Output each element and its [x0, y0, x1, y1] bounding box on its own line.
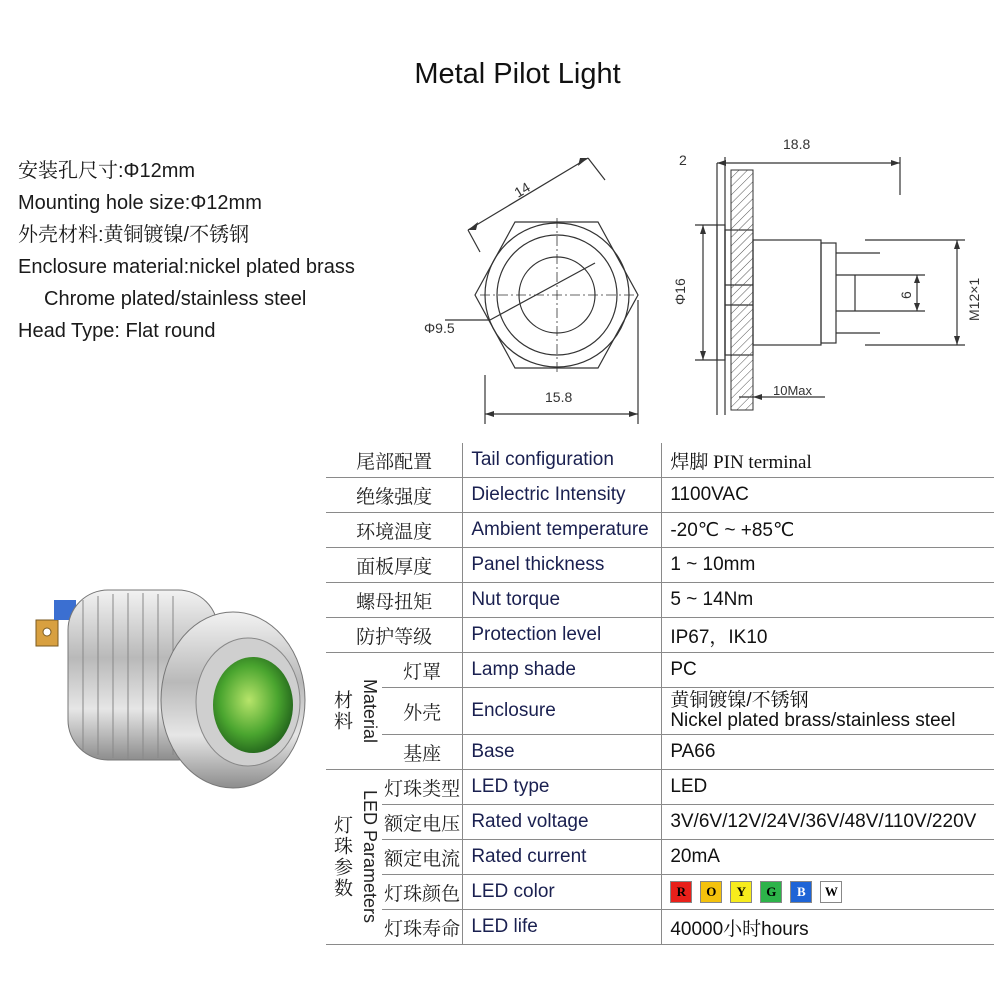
- row-label-en: Dielectric Intensity: [463, 478, 662, 513]
- row-label-zh: 基座: [382, 735, 463, 770]
- led-color-swatch: B: [790, 881, 812, 903]
- side-view-drawing: [665, 125, 985, 425]
- row-value: [662, 688, 994, 735]
- table-row: [326, 735, 994, 770]
- row-value: PC: [662, 653, 994, 688]
- flange-outline: [717, 225, 725, 360]
- row-label-en: Enclosure: [463, 688, 662, 735]
- material-group-label-en: Material: [360, 678, 380, 744]
- row-label-en: Rated voltage: [463, 805, 662, 840]
- value-zh: 黄铜镀镍/不锈钢: [670, 690, 809, 711]
- panel-section: [731, 170, 753, 410]
- row-label-zh: 额定电压: [382, 805, 463, 840]
- table-row: [326, 840, 994, 875]
- leader-line: [490, 263, 595, 320]
- row-label-zh: 灯珠颜色: [382, 875, 463, 910]
- green-lens: [213, 657, 293, 753]
- dim-thread-label: M12×1: [966, 277, 982, 321]
- table-row: [326, 770, 994, 805]
- row-label-en: LED color: [463, 875, 662, 910]
- row-label-zh: 绝缘强度: [326, 478, 463, 513]
- row-value: 40000小时hours: [662, 910, 994, 945]
- dim-width-label: 14: [511, 178, 533, 201]
- row-value: 1100VAC: [662, 478, 994, 513]
- spec-mounting-en: Mounting hole size:Φ12mm: [18, 192, 262, 214]
- front-view-drawing: [420, 140, 650, 440]
- spec-list: [18, 155, 355, 347]
- spec-material-en: Enclosure material:nickel plated brass: [18, 256, 355, 278]
- row-value: IP67，IK10: [662, 618, 994, 653]
- row-label-zh: 灯珠类型: [382, 770, 463, 805]
- row-label-zh: 灯罩: [382, 653, 463, 688]
- row-value: 5 ~ 14Nm: [662, 583, 994, 618]
- row-label-en: Lamp shade: [463, 653, 662, 688]
- row-value: [662, 875, 994, 910]
- led-color-swatch: Y: [730, 881, 752, 903]
- row-value: -20℃ ~ +85℃: [662, 513, 994, 548]
- row-label-zh: 螺母扭矩: [326, 583, 463, 618]
- row-value: PA66: [662, 735, 994, 770]
- led-color-swatch: O: [700, 881, 722, 903]
- row-value: 20mA: [662, 840, 994, 875]
- row-label-zh: 灯珠寿命: [382, 910, 463, 945]
- table-row: [326, 805, 994, 840]
- row-label-zh: 尾部配置: [326, 443, 463, 478]
- table-row: [326, 910, 994, 945]
- row-value: LED: [662, 770, 994, 805]
- material-group-label-zh: 材料: [331, 690, 352, 732]
- row-label-en: LED life: [463, 910, 662, 945]
- table-row: [326, 618, 994, 653]
- page-title: Metal Pilot Light: [414, 58, 621, 90]
- led-color-swatch: W: [820, 881, 842, 903]
- table-row: [326, 548, 994, 583]
- row-label-zh: 面板厚度: [326, 548, 463, 583]
- row-value: 1 ~ 10mm: [662, 548, 994, 583]
- spec-material-zh: 外壳材料:黄铜镀镍/不锈钢: [18, 224, 250, 246]
- led-color-swatch: R: [670, 881, 692, 903]
- row-label-zh: 外壳: [382, 688, 463, 735]
- table-row: [326, 875, 994, 910]
- dim-total-label: 18.8: [783, 136, 811, 152]
- row-label-en: Rated current: [463, 840, 662, 875]
- row-value: 焊脚 PIN terminal: [662, 443, 994, 478]
- table-row: [326, 653, 994, 688]
- row-label-en: Base: [463, 735, 662, 770]
- product-photo: [8, 560, 308, 820]
- row-label-zh: 环境温度: [326, 513, 463, 548]
- row-label-en: Ambient temperature: [463, 513, 662, 548]
- dim-flange-label: 2: [679, 152, 687, 168]
- row-label-en: Tail configuration: [463, 443, 662, 478]
- row-value: 3V/6V/12V/24V/36V/48V/110V/220V: [662, 805, 994, 840]
- value-en: Nickel plated brass/stainless steel: [670, 710, 956, 731]
- spec-material-alt: Chrome plated/stainless steel: [44, 288, 307, 310]
- spec-mounting-zh: 安装孔尺寸:Φ12mm: [18, 160, 196, 182]
- table-row: [326, 513, 994, 548]
- table-row: [326, 443, 994, 478]
- row-label-en: Protection level: [463, 618, 662, 653]
- table-row: [326, 688, 994, 735]
- led-group-label: [326, 770, 382, 945]
- parameter-table: [326, 443, 994, 945]
- led-group-label-en: LED Parameters: [360, 790, 380, 924]
- row-label-en: Panel thickness: [463, 548, 662, 583]
- dim-dia-label: Φ16: [672, 278, 688, 305]
- table-row: [326, 583, 994, 618]
- dim-inner-label: Φ9.5: [424, 320, 455, 336]
- dim-panel-label: 10Max: [773, 383, 813, 398]
- row-label-zh: 防护等级: [326, 618, 463, 653]
- led-color-swatch: G: [760, 881, 782, 903]
- table-row: [326, 478, 994, 513]
- dim-bottom-label: 15.8: [545, 389, 573, 405]
- row-label-en: LED type: [463, 770, 662, 805]
- row-label-zh: 额定电流: [382, 840, 463, 875]
- material-group-label: [326, 653, 382, 770]
- row-label-en: Nut torque: [463, 583, 662, 618]
- dim-pin-label: 6: [898, 291, 914, 299]
- led-group-label-zh: 灯珠参数: [331, 815, 352, 899]
- thread-outline: [753, 240, 821, 345]
- spec-head-type: Head Type: Flat round: [18, 320, 216, 342]
